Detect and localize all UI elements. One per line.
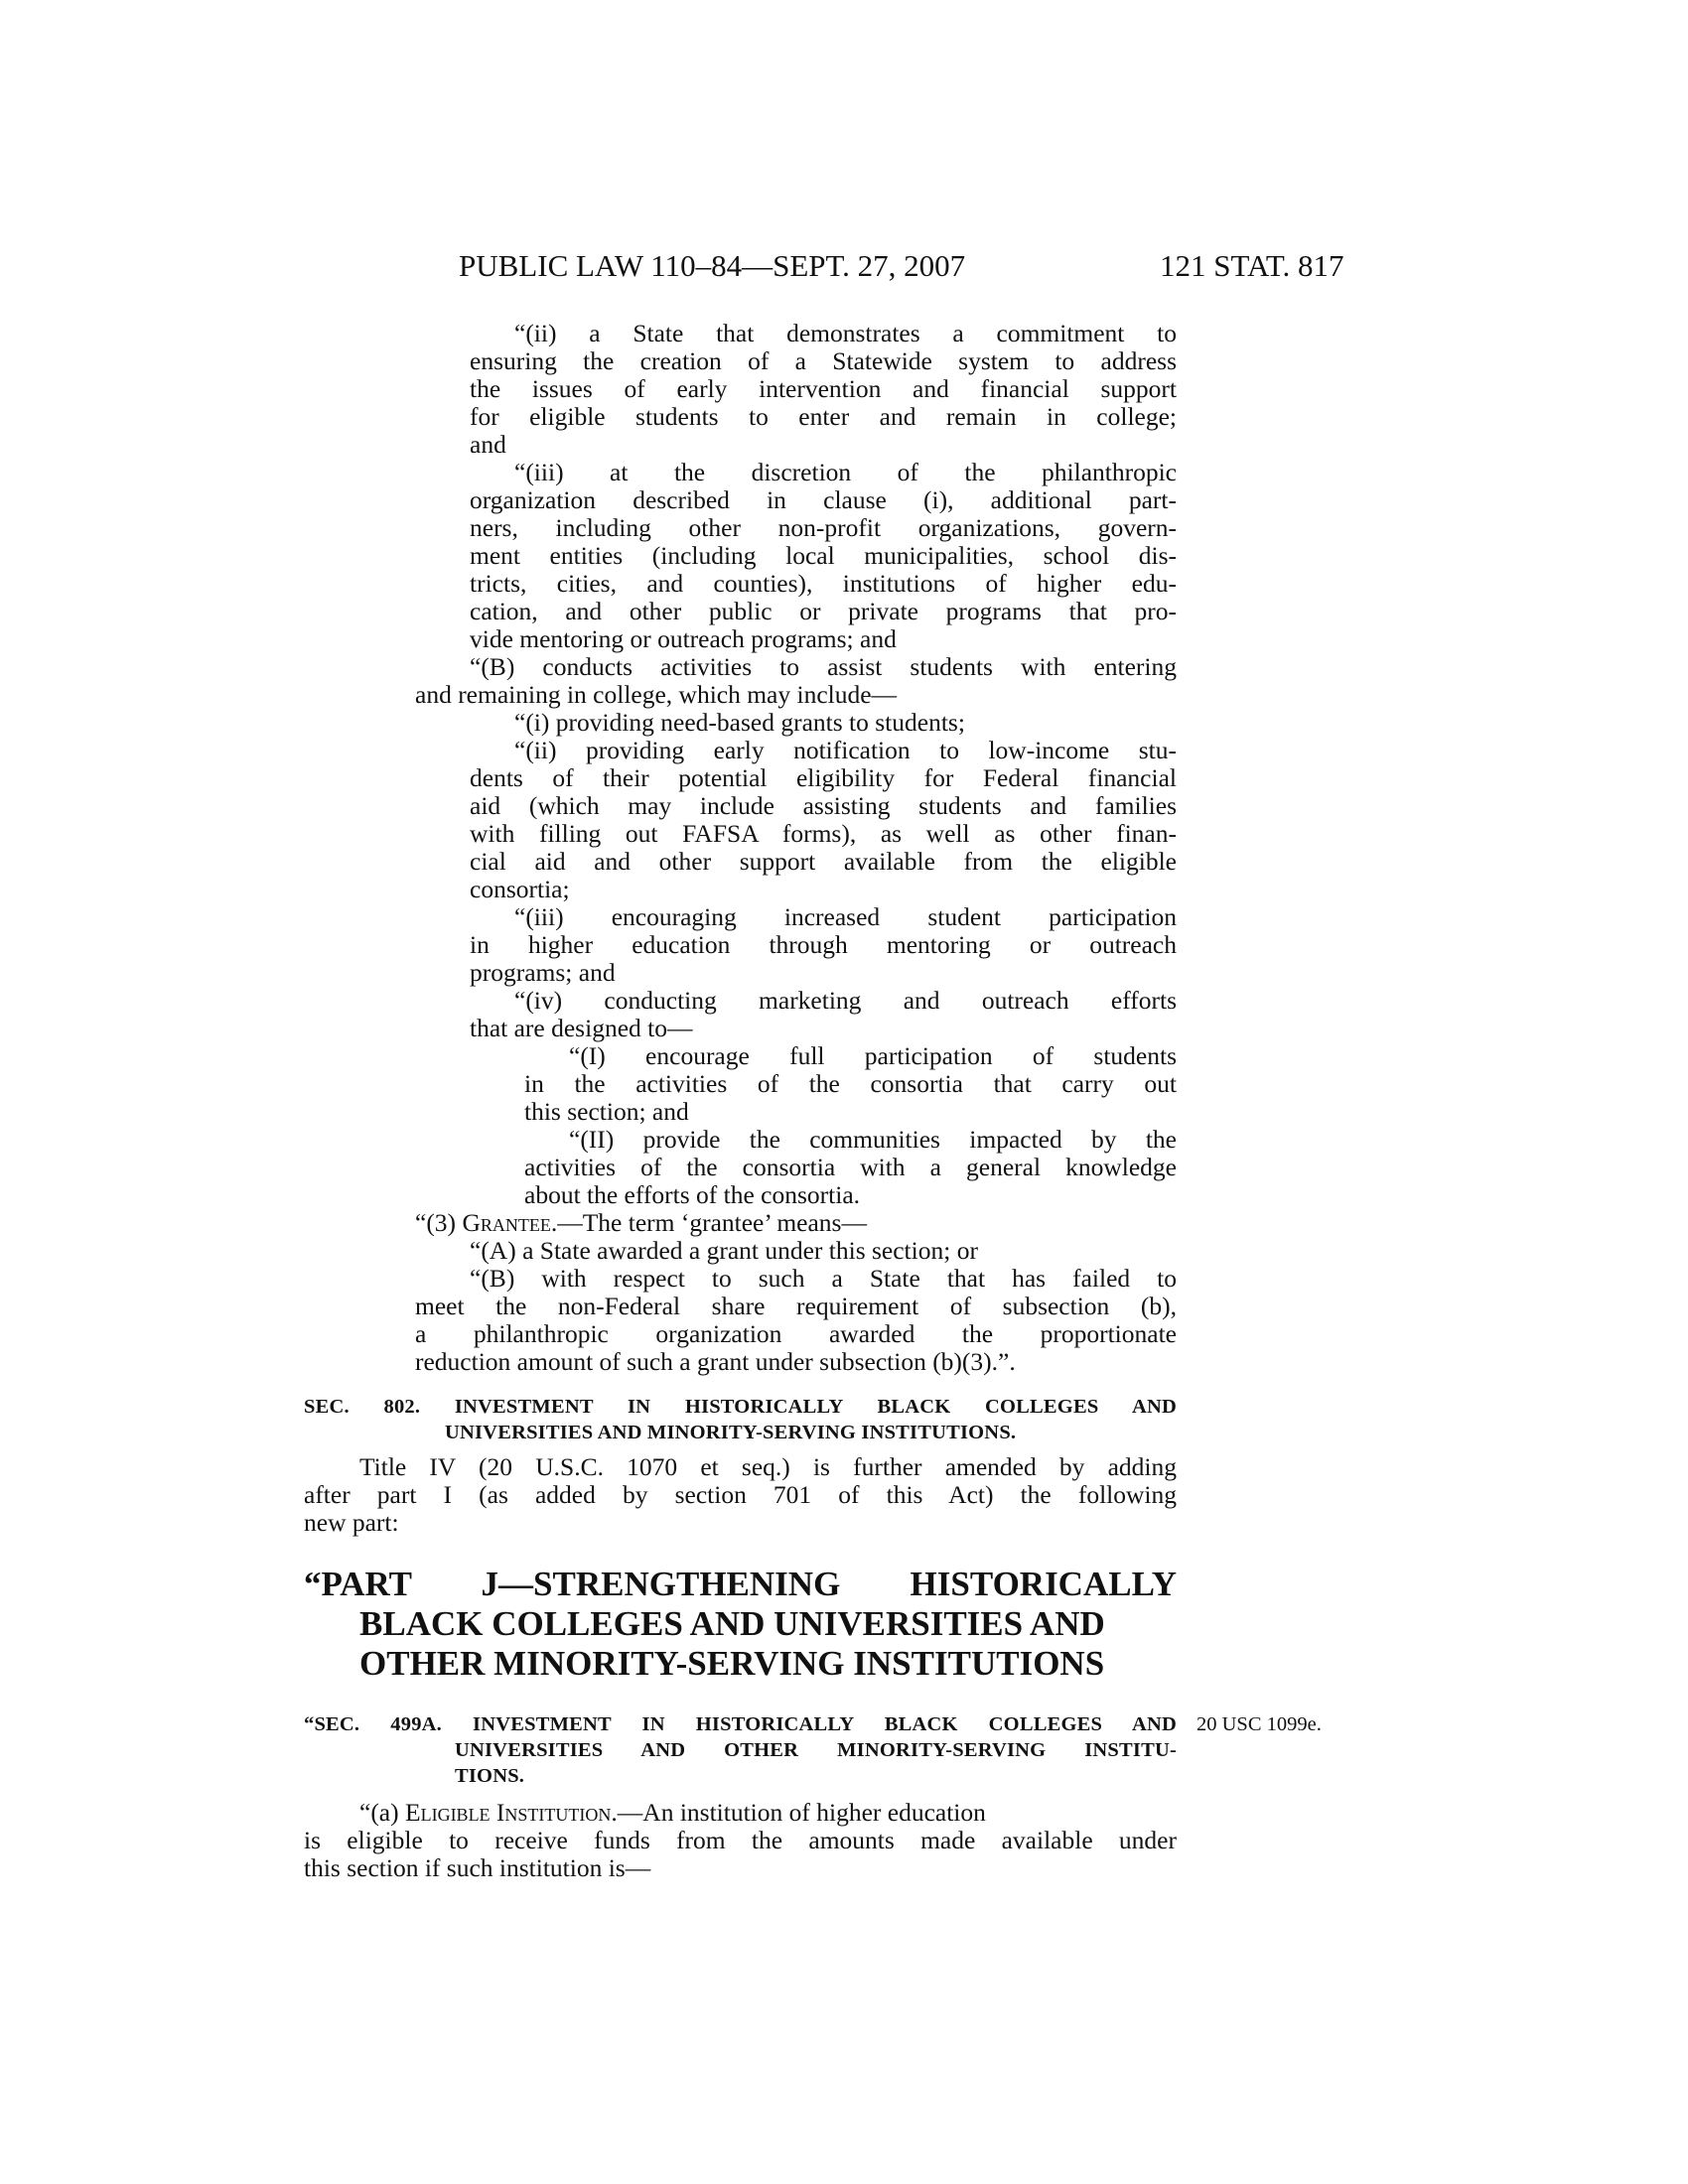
- section-499a-heading-continued: UNIVERSITIES AND OTHER MINORITY-SERVING INSTITU-: [455, 1739, 1177, 1761]
- text-line: this section; and: [524, 1097, 689, 1126]
- text-line: aid (which may include assisting students and families: [470, 791, 1177, 820]
- text-line: in higher education through mentoring or outreach: [470, 930, 1177, 959]
- text-line: “(iii) encouraging increased student participation: [514, 902, 1177, 931]
- text-line: about the efforts of the consortia.: [524, 1180, 861, 1209]
- text-line: reduction amount of such a grant under subsection (b)(3).”.: [415, 1347, 1016, 1376]
- section-499a-heading-end: TIONS.: [455, 1765, 525, 1787]
- text-line: consortia;: [470, 875, 570, 903]
- part-j-heading-line-2: BLACK COLLEGES AND UNIVERSITIES AND: [359, 1604, 1105, 1643]
- text-line: organization described in clause (i), additional part-: [470, 485, 1177, 514]
- subsection-a-text: “(a) Eligible Institution.—An institution of higher education: [359, 1798, 986, 1827]
- text-line: ment entities (including local municipalities, school dis-: [470, 541, 1177, 570]
- text-line: “(II) provide the communities impacted by the: [569, 1125, 1177, 1154]
- text-line: “(i) providing need-based grants to students;: [514, 708, 965, 737]
- part-j-heading-line-3: OTHER MINORITY-SERVING INSTITUTIONS: [359, 1644, 1105, 1683]
- subsection-a-text-line: is eligible to receive funds from the amounts made available under: [304, 1826, 1177, 1854]
- text-line: ners, including other non-profit organizations, govern-: [470, 513, 1177, 542]
- section-499a-heading: “SEC. 499A. INVESTMENT IN HISTORICALLY BLACK COLLEGES AND: [304, 1713, 1177, 1735]
- running-head-page-number: 121 STAT. 817: [1160, 248, 1344, 283]
- usc-citation-margin-note: 20 USC 1099e.: [1196, 1713, 1322, 1735]
- text-line: ensuring the creation of a Statewide system to address: [470, 346, 1177, 375]
- text-line: dents of their potential eligibility for Federal financial: [470, 763, 1177, 792]
- intro-text-line: after part I (as added by section 701 of this Act) the following: [304, 1480, 1177, 1509]
- paragraph-number: “(3): [415, 1208, 463, 1237]
- intro-text-line: new part:: [304, 1508, 399, 1537]
- subsection-a-text-line: this section if such institution is—: [304, 1853, 651, 1882]
- eligible-institution-heading: Eligible Institution: [405, 1798, 612, 1827]
- text-line: tricts, cities, and counties), institutions of higher edu-: [470, 569, 1177, 598]
- text-line: a philanthropic organization awarded the proportionate: [415, 1319, 1177, 1348]
- text-line: in the activities of the consortia that carry out: [524, 1069, 1177, 1098]
- subsection-a-line: [359, 1799, 1177, 1827]
- text-line: and remaining in college, which may include—: [415, 680, 898, 709]
- text-line: with filling out FAFSA forms), as well as other finan-: [470, 819, 1177, 848]
- text-line: “(B) conducts activities to assist students with entering: [470, 652, 1177, 681]
- text-line: for eligible students to enter and remain in college;: [470, 402, 1177, 431]
- text-line: “(ii) a State that demonstrates a commitment to: [514, 319, 1177, 347]
- text-line: “(iv) conducting marketing and outreach efforts: [514, 986, 1177, 1015]
- text-line: the issues of early intervention and financial support: [470, 374, 1177, 403]
- part-j-heading: “PART J—STRENGTHENING HISTORICALLY: [304, 1565, 1177, 1603]
- section-802-heading-continued: UNIVERSITIES AND MINORITY-SERVING INSTITUTIONS.: [445, 1422, 1017, 1443]
- section-802-heading: SEC. 802. INVESTMENT IN HISTORICALLY BLACK COLLEGES AND: [304, 1396, 1177, 1418]
- text-line: and: [470, 430, 506, 459]
- text-line: programs; and: [470, 958, 616, 987]
- grantee-paragraph-line: [415, 1209, 867, 1237]
- text-line: “(A) a State awarded a grant under this section; or: [470, 1236, 978, 1265]
- text-line: cial aid and other support available from the eligible: [470, 847, 1177, 876]
- text-line: “(ii) providing early notification to low-income stu-: [514, 736, 1177, 764]
- intro-text-line: Title IV (20 U.S.C. 1070 et seq.) is further amended by adding: [359, 1452, 1177, 1481]
- grantee-heading: Grantee: [462, 1208, 551, 1237]
- text-line: “(I) encourage full participation of students: [569, 1041, 1177, 1070]
- text-line: that are designed to—: [470, 1014, 693, 1042]
- text-line: meet the non-Federal share requirement of subsection (b),: [415, 1292, 1177, 1320]
- text-line: cation, and other public or private programs that pro-: [470, 597, 1177, 625]
- running-head-title: PUBLIC LAW 110–84—SEPT. 27, 2007: [459, 248, 966, 283]
- grantee-text: .—The term ‘grantee’ means—: [550, 1208, 867, 1237]
- text-line: “(iii) at the discretion of the philanthropic: [514, 458, 1177, 486]
- text-line: “(B) with respect to such a State that has failed to: [470, 1264, 1177, 1293]
- text-line: vide mentoring or outreach programs; and: [470, 624, 897, 653]
- text-line: activities of the consortia with a general knowledge: [524, 1153, 1177, 1181]
